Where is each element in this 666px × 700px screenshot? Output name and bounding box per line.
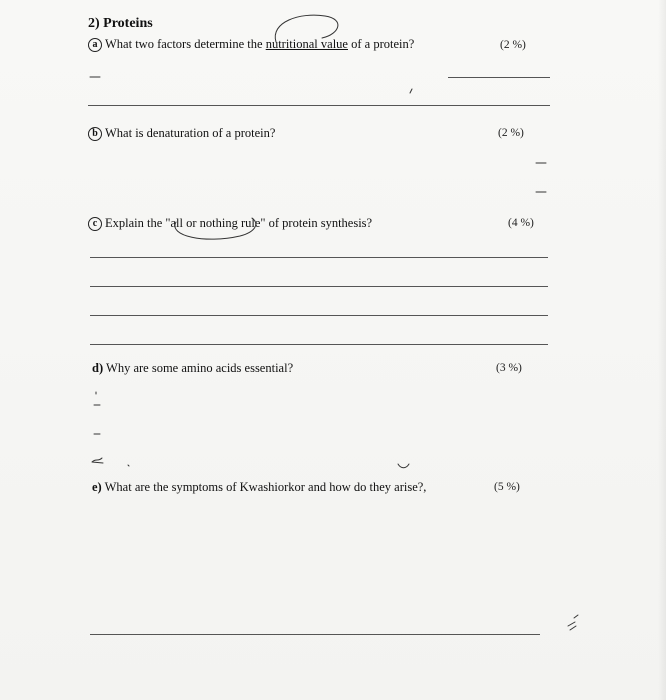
section-number: 2)	[88, 16, 100, 31]
question-e-text: What are the symptoms of Kwashiorkor and how do they arise?,	[104, 480, 427, 494]
question-b-mark: (2 %)	[498, 127, 524, 139]
question-c-label: c	[88, 217, 102, 231]
question-b-label: b	[88, 127, 102, 141]
question-a-text-emph: nutritional value	[265, 37, 348, 51]
question-d-text: Why are some amino acids essential?	[106, 361, 294, 375]
question-a-text-before: What two factors determine the	[105, 37, 266, 51]
question-d-mark: (3 %)	[496, 362, 522, 374]
pen-stray-mark	[568, 615, 578, 630]
pen-loop-a	[275, 15, 338, 42]
pen-dot-d5	[128, 465, 129, 466]
question-b-text: What is denaturation of a protein?	[105, 126, 276, 140]
section-title: Proteins	[103, 16, 153, 31]
pen-loop-c	[175, 218, 256, 239]
question-d-label: d)	[92, 361, 104, 375]
question-a-text-after: of a protein?	[347, 37, 415, 51]
question-a-mark: (2 %)	[500, 39, 526, 51]
question-e-label: e)	[92, 480, 102, 494]
pen-tick-a2	[410, 89, 412, 93]
question-e-mark: (5 %)	[494, 481, 520, 493]
question-a-label: a	[88, 38, 102, 52]
question-c-text: Explain the "all or nothing rule" of protein synthesis?	[105, 216, 373, 230]
pen-curve-e	[398, 464, 409, 468]
pen-squiggle-d4	[92, 458, 103, 463]
question-c-mark: (4 %)	[508, 217, 534, 229]
